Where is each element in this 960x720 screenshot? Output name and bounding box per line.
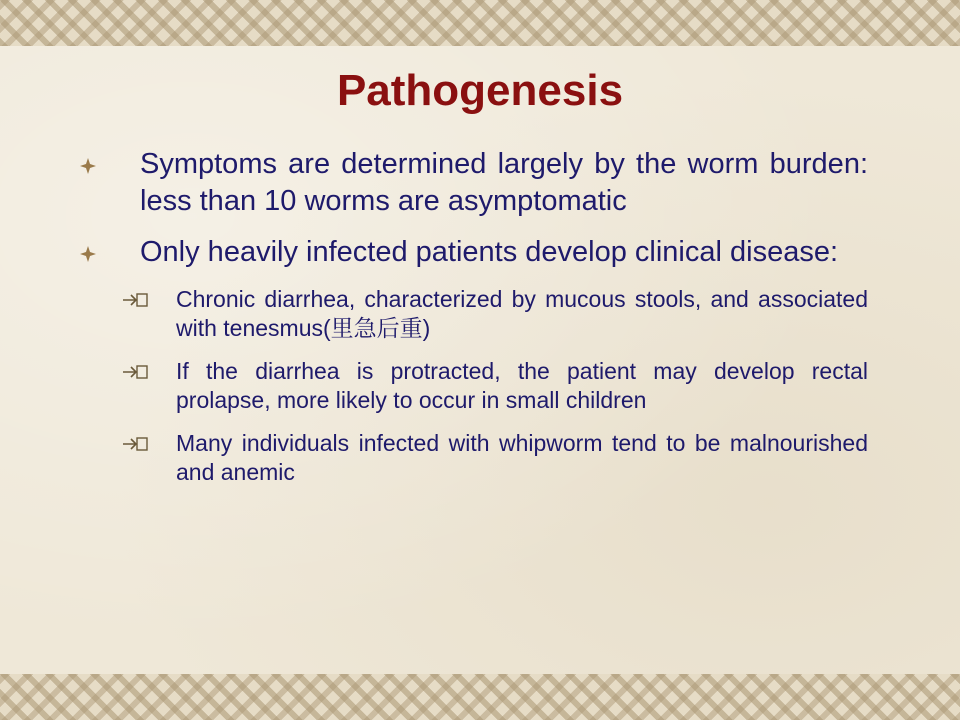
bullet-item-1 (78, 146, 868, 220)
decorative-top-border (0, 0, 960, 46)
decorative-bottom-border (0, 674, 960, 720)
bullet-text: Only heavily infected patients develop clinical disease: (140, 236, 839, 268)
arrow-box-bullet-icon (122, 436, 148, 452)
four-point-star-bullet-icon (80, 246, 96, 262)
subbullet-item-2 (122, 357, 868, 415)
arrow-box-bullet-icon (122, 292, 148, 308)
subbullet-text: If the diarrhea is protracted, the patient may develop rectal prolapse, more likely to occur in small children (176, 358, 868, 413)
slide-title: Pathogenesis (336, 66, 624, 115)
bullet-text: Symptoms are determined largely by the worm burden: less than 10 worms are asymptomatic (140, 148, 868, 217)
subbullet-item-3 (122, 429, 868, 487)
four-point-star-bullet-icon (80, 158, 96, 174)
arrow-box-bullet-icon (122, 364, 148, 380)
slide-content (78, 146, 868, 501)
subbullet-text: Many individuals infected with whipworm tend to be malnourished and anemic (176, 430, 868, 485)
bullet-item-2 (78, 234, 868, 271)
subbullet-text: Chronic diarrhea, characterized by mucous stools, and associated with tenesmus(里急后重) (176, 286, 868, 341)
subbullet-item-1 (122, 285, 868, 343)
